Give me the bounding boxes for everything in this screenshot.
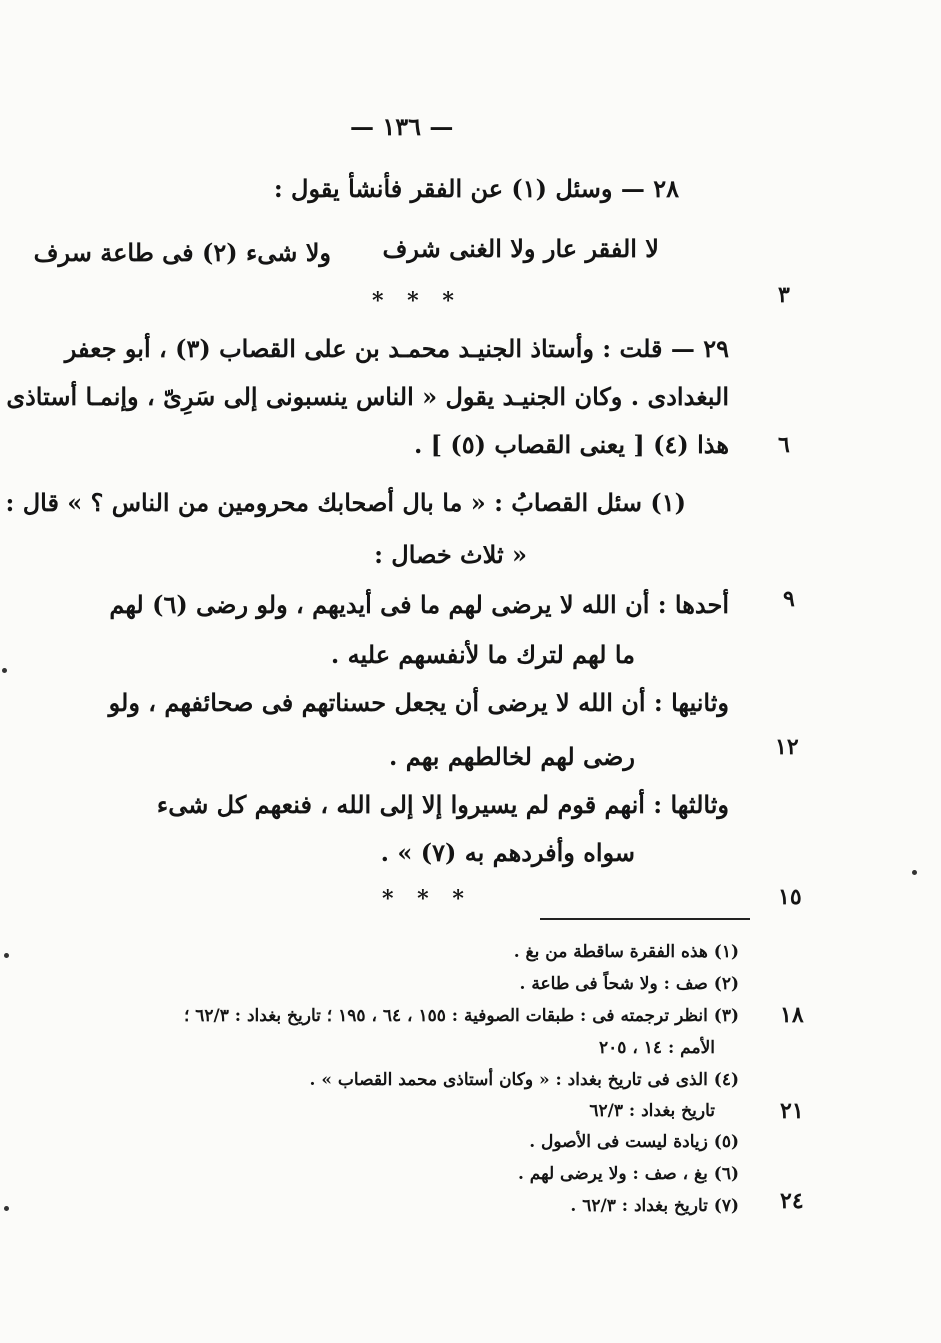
- line-number-24: ٢٤: [780, 1188, 804, 1214]
- line-number-9: ٩: [783, 586, 795, 612]
- footnote-2: (٢) صف : ولا شحاً فى طاعة .: [519, 974, 739, 994]
- section-divider: * * *: [372, 288, 462, 314]
- trait-one-line-2: ما لهم لترك ما لأنفسهم عليه .: [330, 640, 635, 669]
- footnote-4-line-1: (٤) الذى فى تاريخ بغداد : « وكان أستاذى محمد القصاب » .: [309, 1070, 739, 1090]
- line-number-18: ١٨: [780, 1002, 804, 1028]
- paragraph-29-line-3: هذا (٤) [ يعنى القصاب (٥) ] .: [413, 430, 729, 459]
- verse-right-hemistich: لا الفقر عار ولا الغنى شرف: [382, 234, 659, 263]
- trait-two-line-2: رضى لهم لخالطهم بهم .: [389, 742, 635, 771]
- page-number: — ١٣٦ —: [350, 112, 454, 141]
- paragraph-29-line-2: البغدادى . وكان الجنيـد يقول « الناس ينسبونى إلى سَرِىّ ، وإنمـا أستاذى: [6, 382, 729, 411]
- footnote-4-line-2: تاريخ بغداد : ٦٢/٣: [589, 1101, 715, 1121]
- verse-left-hemistich: ولا شىء (٢) فى طاعة سرف: [33, 238, 331, 267]
- section-divider-2: * * *: [382, 886, 472, 912]
- line-number-3: ٣: [778, 282, 790, 308]
- trait-three-line-2: سواه وأفردهم به (٧) » .: [380, 838, 635, 867]
- trait-one-line-1: أحدها : أن الله لا يرضى لهم ما فى أيديهم ، ولو رضى (٦) لهم: [109, 590, 729, 619]
- line-number-15: ١٥: [778, 884, 802, 910]
- quote-intro-line: (١) سئل القصابُ : « ما بال أصحابك محرومين من الناس ؟ » قال :: [5, 488, 686, 517]
- paragraph-29-line-1: ٢٩ — قلت : وأستاذ الجنيـد محمـد بن على القصاب (٣) ، أبو جعفر: [64, 334, 729, 363]
- three-traits-line: « ثلاث خصال :: [374, 540, 527, 569]
- scan-speck: [912, 870, 917, 875]
- footnote-6: (٦) بغ ، صف : ولا يرضى لهم .: [517, 1164, 739, 1184]
- footnote-1: (١) هذه الفقرة ساقطة من بغ .: [513, 942, 739, 962]
- footnote-3-line-2: الأمم : ١٤ ، ٢٠٥: [599, 1038, 715, 1058]
- paragraph-28-line: ٢٨ — وسئل (١) عن الفقر فأنشأ يقول :: [273, 174, 679, 203]
- footnote-5: (٥) زيادة ليست فى الأصول .: [529, 1132, 739, 1152]
- trait-two-line-1: وثانيها : أن الله لا يرضى أن يجعل حسناتهم فى صحائفهم ، ولو: [108, 688, 729, 717]
- footnote-3-line-1: (٣) انظر ترجمته فى : طبقات الصوفية : ١٥٥ ، ٦٤ ، ١٩٥ ؛ تاريخ بغداد : ٦٢/٣ ؛: [183, 1006, 739, 1026]
- line-number-6: ٦: [778, 432, 790, 458]
- scan-speck: [4, 953, 9, 958]
- line-number-21: ٢١: [780, 1098, 804, 1124]
- footnote-rule: [540, 918, 750, 920]
- footnote-7: (٧) تاريخ بغداد : ٦٢/٣ .: [570, 1196, 739, 1216]
- trait-three-line-1: وثالثها : أنهم قوم لم يسيروا إلا إلى الله ، فنعهم كل شىء: [156, 790, 729, 819]
- scan-speck: [4, 1206, 9, 1211]
- scan-speck: [2, 668, 7, 673]
- line-number-12: ١٢: [775, 734, 799, 760]
